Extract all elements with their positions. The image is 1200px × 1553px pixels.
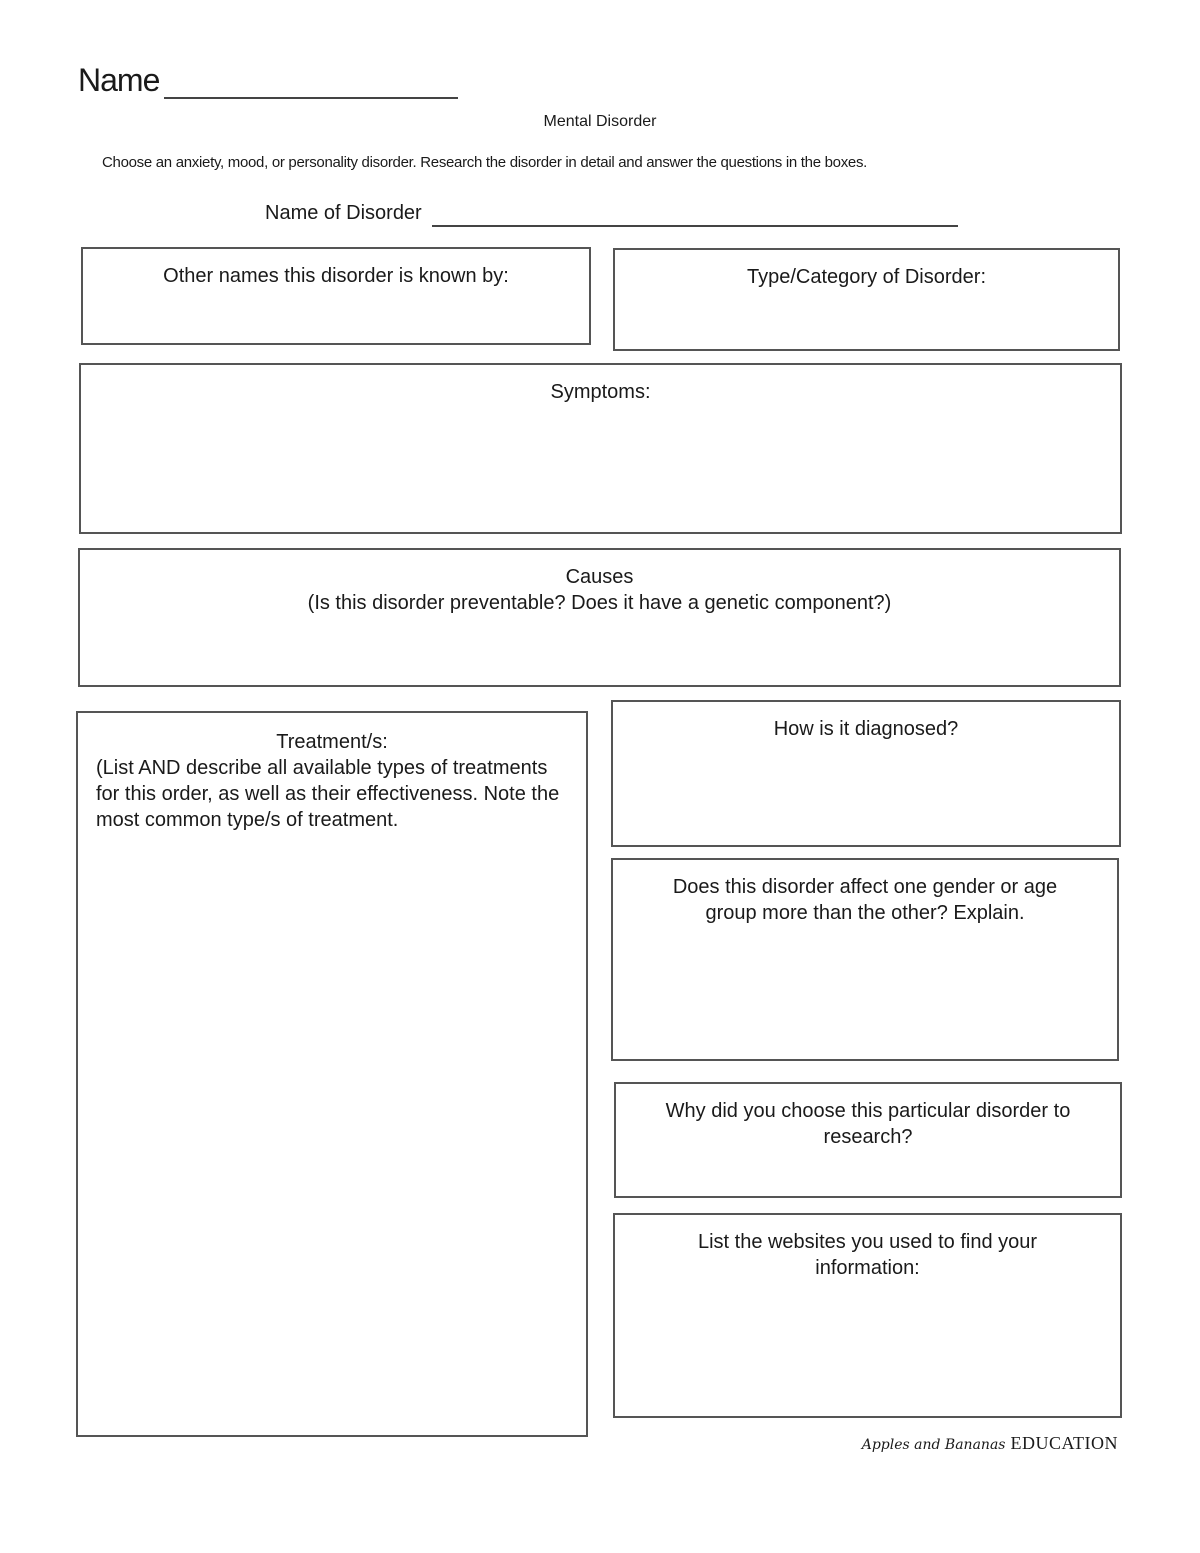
- other-names-box[interactable]: [81, 247, 591, 345]
- name-field-line[interactable]: [164, 97, 458, 99]
- other-names-label: Other names this disorder is known by:: [163, 265, 509, 287]
- websites-box[interactable]: [613, 1213, 1122, 1418]
- causes-subtitle: (Is this disorder preventable? Does it have a genetic component?): [307, 592, 892, 614]
- why-choose-label: Why did you choose this particular disorder to research?: [665, 1100, 1071, 1148]
- type-category-box[interactable]: [613, 248, 1120, 351]
- causes-box[interactable]: [78, 548, 1121, 687]
- websites-label: List the websites you used to find your information:: [697, 1231, 1038, 1279]
- name-label: Name: [78, 62, 160, 98]
- diagnosis-label: How is it diagnosed?: [773, 718, 959, 740]
- why-choose-box[interactable]: [614, 1082, 1122, 1198]
- brand-script: Apples and Bananas: [861, 1437, 1006, 1453]
- causes-title: Causes: [565, 566, 634, 588]
- page-title: Mental Disorder: [543, 113, 657, 130]
- brand-education: EDUCATION: [1010, 1433, 1118, 1453]
- gender-age-label: Does this disorder affect one gender or age group more than the other? Explain.: [672, 876, 1058, 924]
- treatment-subtitle: (List AND describe all available types of treatments for this order, as well as their effectiveness. Note the most common type/s of treatment.: [96, 757, 560, 831]
- treatment-box[interactable]: [76, 711, 588, 1437]
- treatment-title: Treatment/s:: [276, 731, 388, 753]
- instructions: Choose an anxiety, mood, or personality disorder. Research the disorder in detail and answer the questions in the boxes.: [102, 154, 868, 171]
- gender-age-box[interactable]: [611, 858, 1119, 1061]
- disorder-name-label: Name of Disorder: [265, 202, 422, 224]
- brand-footer: [862, 1433, 1118, 1454]
- symptoms-label: Symptoms:: [550, 381, 651, 403]
- disorder-name-field-line[interactable]: [432, 225, 958, 227]
- symptoms-box[interactable]: [79, 363, 1122, 534]
- type-category-label: Type/Category of Disorder:: [747, 266, 986, 288]
- diagnosis-box[interactable]: [611, 700, 1121, 847]
